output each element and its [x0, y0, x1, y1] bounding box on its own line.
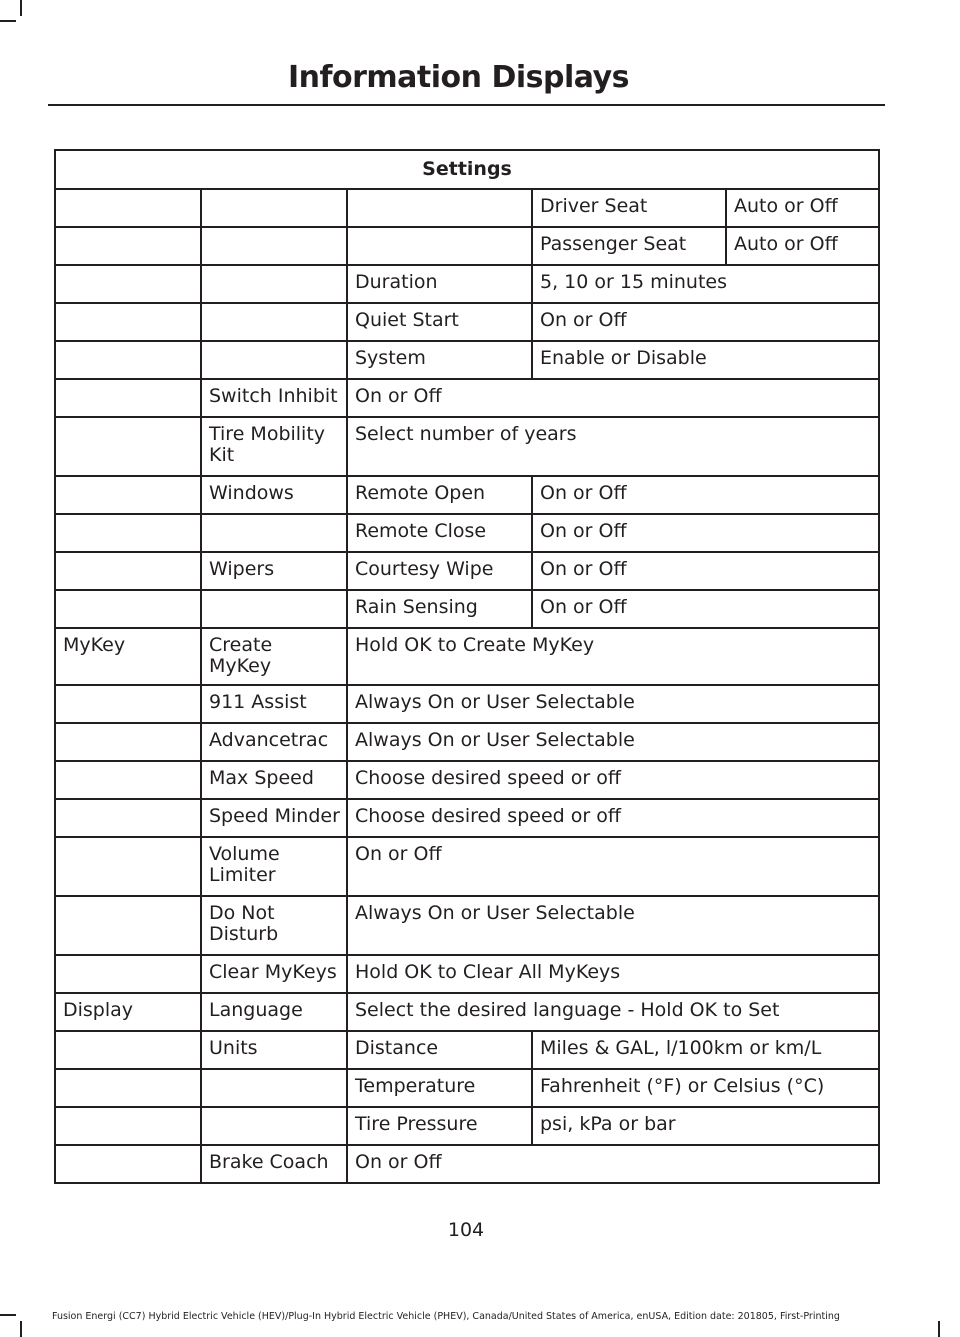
table-cell-empty — [55, 189, 201, 227]
table-cell-empty — [55, 837, 201, 896]
crop-mark — [938, 1321, 940, 1337]
table-cell: Courtesy Wipe — [347, 552, 532, 590]
table-row — [55, 590, 879, 628]
table-cell-value: On or Off — [347, 1145, 879, 1183]
table-cell: Rain Sensing — [347, 590, 532, 628]
table-cell: Switch Inhibit — [201, 379, 347, 417]
table-cell-empty — [55, 379, 201, 417]
table-cell-value: On or Off — [532, 552, 879, 590]
table-cell-value: Select the desired language - Hold OK to Set — [347, 993, 879, 1031]
table-cell: Wipers — [201, 552, 347, 590]
table-cell-value: Select number of years — [347, 417, 879, 476]
table-row — [55, 993, 879, 1031]
table-cell: Volume Limiter — [201, 837, 347, 896]
page-title: Information Displays — [287, 60, 629, 95]
table-cell: Create MyKey — [201, 628, 347, 685]
table-cell: Driver Seat — [532, 189, 726, 227]
crop-mark — [20, 1321, 22, 1337]
table-cell-value: On or Off — [532, 476, 879, 514]
table-cell-value: On or Off — [347, 379, 879, 417]
table-cell-empty — [201, 189, 347, 227]
table-cell-empty — [55, 417, 201, 476]
table-cell: Display — [55, 993, 201, 1031]
table-row — [55, 476, 879, 514]
table-row — [55, 341, 879, 379]
table-cell-value: psi, kPa or bar — [532, 1107, 879, 1145]
table-row — [55, 227, 879, 265]
table-cell: Remote Open — [347, 476, 532, 514]
table-row — [55, 955, 879, 993]
table-row — [55, 723, 879, 761]
table-cell: Duration — [347, 265, 532, 303]
table-row — [55, 303, 879, 341]
table-cell-empty — [55, 514, 201, 552]
page-number: 104 — [447, 1219, 485, 1241]
table-cell-empty — [55, 341, 201, 379]
table-cell-value: On or Off — [532, 590, 879, 628]
table-cell: System — [347, 341, 532, 379]
table-cell: Advancetrac — [201, 723, 347, 761]
table-cell-value: Choose desired speed or off — [347, 799, 879, 837]
table-cell: Remote Close — [347, 514, 532, 552]
table-cell-value: Miles & GAL, l/100km or km/L — [532, 1031, 879, 1069]
table-cell-empty — [55, 1107, 201, 1145]
table-cell-empty — [55, 590, 201, 628]
table-cell-empty — [55, 1031, 201, 1069]
table-row — [55, 761, 879, 799]
table-row — [55, 552, 879, 590]
table-cell-empty — [55, 723, 201, 761]
table-cell: Tire Pressure — [347, 1107, 532, 1145]
table-cell-empty — [201, 265, 347, 303]
table-cell-value: Enable or Disable — [532, 341, 879, 379]
table-cell-value: On or Off — [532, 514, 879, 552]
table-cell-empty — [55, 1145, 201, 1183]
table-cell-value: Choose desired speed or off — [347, 761, 879, 799]
table-cell-empty — [55, 227, 201, 265]
table-cell-empty — [55, 799, 201, 837]
table-cell-empty — [55, 552, 201, 590]
table-row — [55, 896, 879, 955]
table-cell-value: On or Off — [532, 303, 879, 341]
table-cell: Max Speed — [201, 761, 347, 799]
crop-mark — [0, 1314, 16, 1316]
table-cell: Clear MyKeys — [201, 955, 347, 993]
table-cell-value: Always On or User Selectable — [347, 896, 879, 955]
crop-mark — [0, 20, 16, 22]
table-cell-value: Auto or Off — [726, 227, 879, 265]
table-cell-value: Always On or User Selectable — [347, 723, 879, 761]
table-cell: Passenger Seat — [532, 227, 726, 265]
table-cell-empty — [201, 1069, 347, 1107]
table-cell: Speed Minder — [201, 799, 347, 837]
table-cell: Do Not Disturb — [201, 896, 347, 955]
table-cell-empty — [55, 1069, 201, 1107]
table-cell-value: Auto or Off — [726, 189, 879, 227]
table-cell-empty — [55, 761, 201, 799]
table-row — [55, 189, 879, 227]
table-row — [55, 379, 879, 417]
table-cell-empty — [55, 896, 201, 955]
table-cell: Units — [201, 1031, 347, 1069]
table-row — [55, 837, 879, 896]
table-cell: 911 Assist — [201, 685, 347, 723]
table-cell-empty — [55, 265, 201, 303]
table-cell-value: Hold OK to Clear All MyKeys — [347, 955, 879, 993]
table-row — [55, 1145, 879, 1183]
table-row — [55, 1031, 879, 1069]
settings-table — [54, 149, 880, 1184]
table-cell-empty — [55, 685, 201, 723]
table-row — [55, 799, 879, 837]
table-cell: Temperature — [347, 1069, 532, 1107]
table-cell: Quiet Start — [347, 303, 532, 341]
title-rule — [48, 104, 885, 106]
table-cell-value: Always On or User Selectable — [347, 685, 879, 723]
table-cell-value: Fahrenheit (°F) or Celsius (°C) — [532, 1069, 879, 1107]
table-cell-value: On or Off — [347, 837, 879, 896]
table-cell: Distance — [347, 1031, 532, 1069]
table-cell-empty — [55, 303, 201, 341]
table-cell: Tire Mobility Kit — [201, 417, 347, 476]
table-cell-value: 5, 10 or 15 minutes — [532, 265, 879, 303]
table-row — [55, 628, 879, 685]
table-row — [55, 265, 879, 303]
table-cell-empty — [55, 476, 201, 514]
table-cell-empty — [201, 341, 347, 379]
table-row — [55, 514, 879, 552]
table-cell-empty — [55, 955, 201, 993]
table-cell-empty — [201, 590, 347, 628]
table-cell-value: Hold OK to Create MyKey — [347, 628, 879, 685]
table-cell-empty — [201, 227, 347, 265]
table-cell: Language — [201, 993, 347, 1031]
table-cell-empty — [201, 514, 347, 552]
table-row — [55, 1107, 879, 1145]
table-row — [55, 1069, 879, 1107]
crop-mark — [20, 0, 22, 16]
table-cell: Brake Coach — [201, 1145, 347, 1183]
table-cell: Windows — [201, 476, 347, 514]
table-cell: MyKey — [55, 628, 201, 685]
table-cell-empty — [201, 1107, 347, 1145]
table-cell-empty — [201, 303, 347, 341]
table-cell-empty — [347, 227, 532, 265]
table-row — [55, 417, 879, 476]
table-row — [55, 685, 879, 723]
table-cell-empty — [347, 189, 532, 227]
footer-text: Fusion Energi (CC7) Hybrid Electric Vehicle (HEV)/Plug-In Hybrid Electric Vehicle (PHEV), Canada/United States of America, enUSA, Edition date: 201805, First-Printing — [52, 1311, 840, 1322]
table-heading: Settings — [55, 150, 879, 189]
